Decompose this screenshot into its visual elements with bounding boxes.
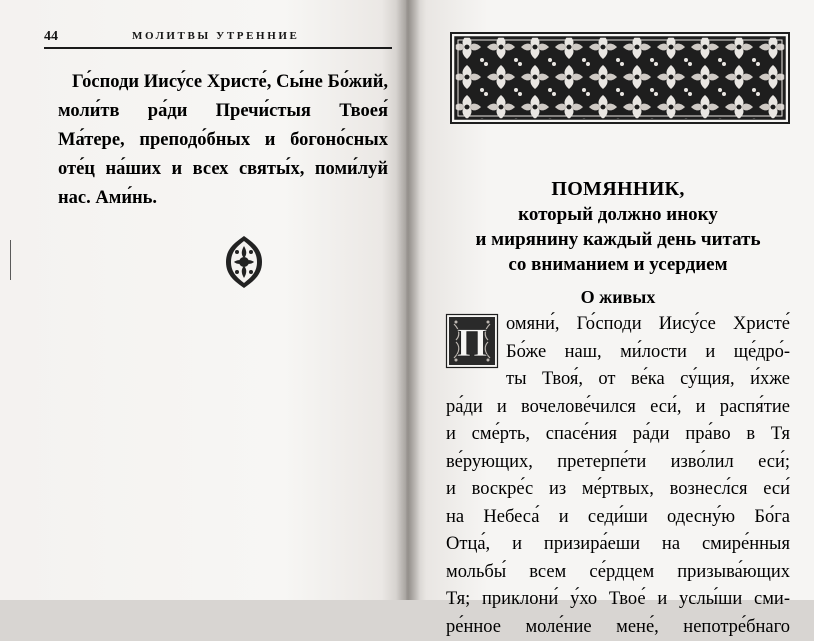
page-number: 44: [44, 29, 58, 45]
body-line-3: ты Твоя́, от ве́ка су́щия, и́хже: [446, 366, 790, 394]
body-line-10: мольбы́ всем се́рдцем призыва́ющих: [446, 559, 790, 587]
prayer-text: Го́споди Иису́се Христе́, Сы́не Бо́жий, моли́тв ра́ди Пречи́стыя Твоея́ Ма́тере, преподо́бных и богоно́сных оте́ц на́ших и всех святы́х, поми́луй нас. Ами́нь.: [58, 68, 388, 213]
body-line-1: омяни́, Го́споди Иису́се Христе́: [446, 311, 790, 339]
header-rule: [44, 47, 392, 49]
decorated-initial-icon: [446, 314, 498, 368]
page-edge-mark: [10, 240, 11, 280]
body-line-9: Отца́, и призира́еши на смире́нныя: [446, 531, 790, 559]
heading-title: ПОМЯННИК,: [440, 176, 796, 202]
heading-line-1: который должно иноку: [440, 202, 796, 227]
body-line-4: ра́ди и вочелове́чился еси́, и распя́тие: [446, 394, 790, 422]
body-line-12: ре́нное моле́ние мене́, непотре́бнаго: [446, 614, 790, 641]
prayer-body: [446, 311, 790, 641]
body-line-5: и сме́рть, спасе́ния ра́ди пра́во в Тя: [446, 421, 790, 449]
floral-ornament-icon: [222, 234, 266, 290]
body-line-6: ве́рующих, претерпе́ти изво́лил еси́;: [446, 449, 790, 477]
body-line-7: и воскре́с из ме́ртвых, вознесл́ся еси́: [446, 476, 790, 504]
body-line-11: Тя; приклони́ у́хо Твое́ и услы́ши сми-: [446, 586, 790, 614]
running-head-title: МОЛИТВЫ УТРЕННИЕ: [132, 30, 299, 42]
body-line-8: на Небеса́ и седи́ши одесну́ю Бо́га: [446, 504, 790, 532]
body-line-2: Бо́же наш, ми́лости и ще́дро́-: [446, 339, 790, 367]
running-head: [44, 29, 392, 47]
section-title: О живых: [440, 287, 796, 308]
commemoration-heading: [440, 176, 796, 277]
dropcap-letter: П: [456, 320, 487, 365]
heading-line-2: и мирянину каждый день читать: [440, 227, 796, 252]
heading-line-3: со вниманием и усердием: [440, 252, 796, 277]
ornamental-headpiece-icon: [450, 32, 790, 124]
